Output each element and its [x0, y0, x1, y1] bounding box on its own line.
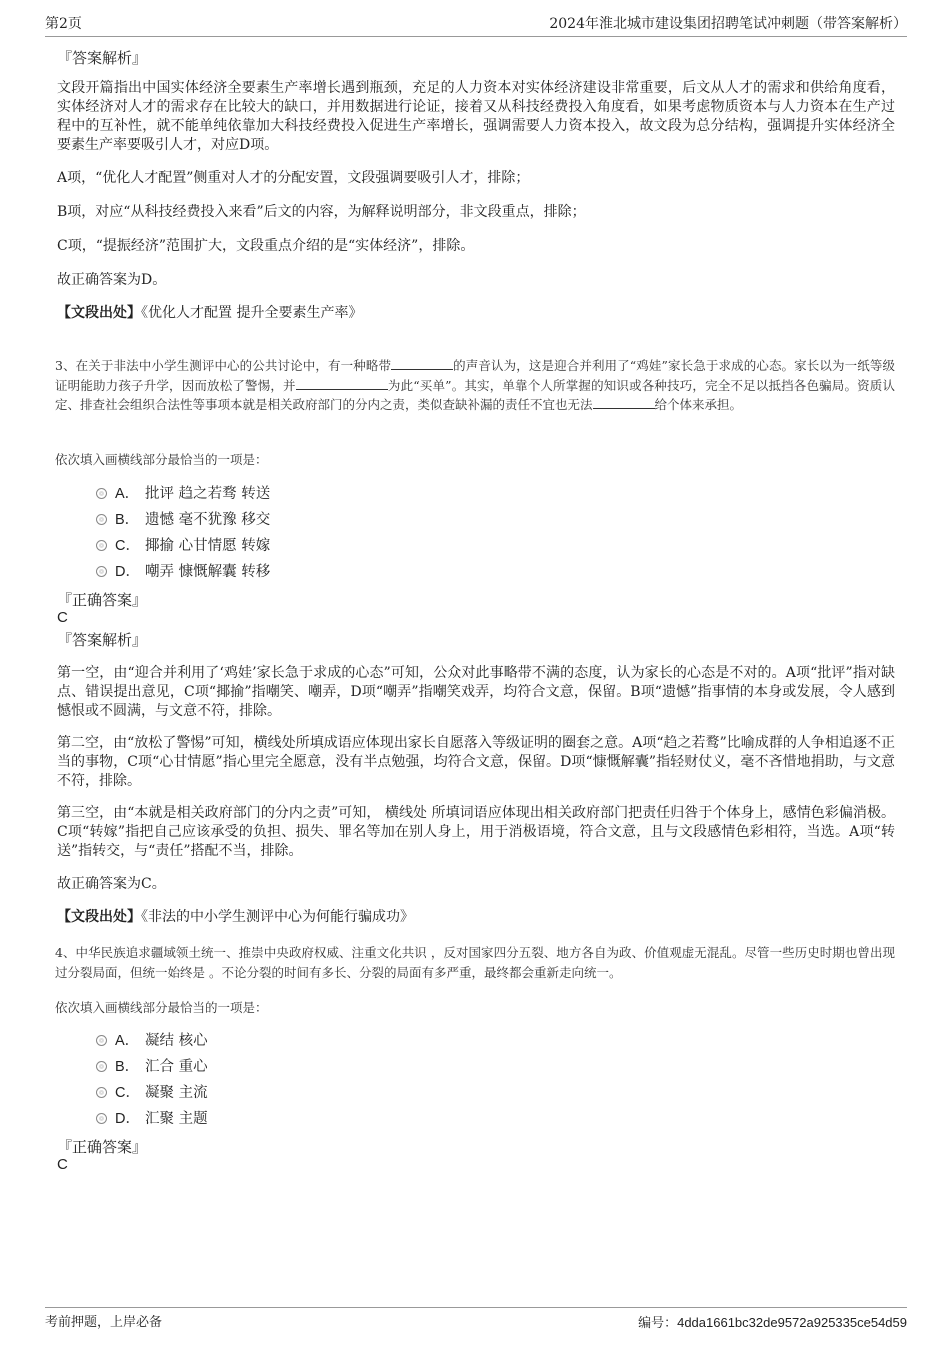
radio-icon[interactable]	[96, 1087, 107, 1098]
option-text: 凝结 核心	[145, 1033, 208, 1049]
q3-option-c[interactable]	[96, 536, 270, 556]
q2-source-title: 《优化人才配置 提升全要素生产率》	[141, 305, 363, 321]
q3-analysis-p2: 第二空，由“放松了警惕”可知，横线处所填成语应体现出家长自愿落入等级证明的圈套之意。A项“趋之若鹜”比喻成群的人争相追逐不正当的事物，C项“心甘情愿”指心里完全愿意，没有半点勉强，均符合文意，保留。D项“慷慨解囊”指轻财仗义，毫不吝惜地捐助，与文意不符，排除。	[57, 735, 895, 789]
radio-icon[interactable]	[96, 1035, 107, 1046]
footer-code-value: 4dda1661bc32de9572a925335ce54d59	[677, 1315, 907, 1330]
q4-option-c[interactable]	[96, 1083, 208, 1103]
radio-icon[interactable]	[96, 514, 107, 525]
q3-blank-2	[296, 377, 388, 390]
q3-option-d[interactable]	[96, 562, 270, 582]
q2-analysis-p4: C项，“提振经济”范围扩大，文段重点介绍的是“实体经济”，排除。	[57, 238, 475, 254]
radio-icon[interactable]	[96, 566, 107, 577]
radio-icon[interactable]	[96, 1113, 107, 1124]
q4-option-b[interactable]	[96, 1057, 208, 1077]
q3-stem-part-d: 给个体来承担。	[654, 397, 743, 412]
q3-option-a[interactable]	[96, 484, 270, 504]
q4-correct-label: 『正确答案』	[57, 1138, 148, 1156]
q4-correct-answer: C	[57, 1156, 68, 1173]
footer-code-label: 编号：	[638, 1316, 678, 1331]
page-footer	[45, 1307, 907, 1331]
q3-analysis-p3: 第三空，由“本就是相关政府部门的分内之责”可知， 横线处 所填词语应体现出相关政府部门把责任归咎于个体身上，感情色彩偏消极。C项“转嫁”指把自己应该承受的负担、损失、罪名等加在别人身上，用于消极语境，符合文意，且与文段感情色彩相符，当选。A项“转送”指转交，与“责任”搭配不当，排除。	[57, 805, 895, 859]
option-text: 遗憾 毫不犹豫 移交	[145, 512, 271, 528]
option-text: 汇合 重心	[145, 1059, 208, 1075]
option-text: 凝聚 主流	[145, 1085, 208, 1101]
option-letter: A．	[115, 486, 140, 502]
q3-source	[57, 908, 895, 927]
option-letter: B．	[115, 1059, 140, 1075]
q4-prompt: 依次填入画横线部分最恰当的一项是：	[55, 1000, 268, 1015]
option-text: 揶揄 心甘情愿 转嫁	[145, 538, 271, 554]
q3-stem-part-a: 3、在关于非法中小学生测评中心的公共讨论中，有一种略带	[55, 358, 392, 373]
q2-analysis-p2: A项，“优化人才配置”侧重对人才的分配安置，文段强调要吸引人才，排除；	[57, 170, 530, 186]
q2-source-label: 【文段出处】	[57, 305, 141, 321]
q3-analysis-conclusion: 故正确答案为C。	[57, 876, 166, 892]
document-title: 2024年淮北城市建设集团招聘笔试冲刺题（带答案解析）	[549, 16, 907, 32]
q3-stem-part-c: 为此“买单”。其实，单靠个人所掌握的知识或各种技巧，完全不足以抵挡各色骗局。资质认定、排查社会组织合法性等事项本就是相关政府部门的分内之责，类似查缺补漏的责任不宜也无法	[55, 377, 895, 412]
q3-blank-3	[593, 396, 655, 409]
q4-option-a[interactable]	[96, 1031, 208, 1051]
q3-prompt: 依次填入画横线部分最恰当的一项是：	[55, 452, 268, 467]
q2-analysis-conclusion: 故正确答案为D。	[57, 272, 167, 288]
radio-icon[interactable]	[96, 488, 107, 499]
option-letter: C．	[115, 538, 140, 554]
q3-option-b[interactable]	[96, 510, 270, 530]
q2-analysis-label: 『答案解析』	[57, 49, 148, 67]
footer-code	[638, 1312, 907, 1335]
page-number: 第2页	[45, 16, 82, 32]
q3-correct-label: 『正确答案』	[57, 591, 148, 609]
q4-option-d[interactable]	[96, 1109, 208, 1129]
radio-icon[interactable]	[96, 1061, 107, 1072]
q3-blank-1	[391, 357, 453, 370]
q3-stem-part-b: 的声音认为，这是迎合并利用了“鸡娃”家长急于求成的心态。家长以为一纸等级证明能助力孩子升学，因而放松了警惕，并	[55, 358, 895, 393]
q2-source	[57, 304, 895, 323]
q4-stem: 4、中华民族追求疆域领土统一、推崇中央政府权威、注重文化共识 ，反对国家四分五裂、地方各自为政、价值观虚无混乱。尽管一些历史时期也曾出现过分裂局面，但统一始终是 。不论分裂的时间有多长、分裂的局面有多严重，最终都会重新走向统一。	[55, 945, 895, 980]
footer-slogan: 考前押题，上岸必备	[45, 1315, 163, 1330]
option-letter: B．	[115, 512, 140, 528]
q2-analysis-p3: B项，对应“从科技经费投入来看”后文的内容，为解释说明部分，非文段重点，排除；	[57, 204, 586, 220]
option-letter: D．	[115, 564, 140, 580]
q3-stem	[55, 356, 895, 415]
q3-source-label: 【文段出处】	[57, 909, 141, 925]
q3-correct-answer: C	[57, 609, 68, 626]
q3-analysis-p1: 第一空，由“迎合并利用了‘鸡娃’家长急于求成的心态”可知，公众对此事略带不满的态度，认为家长的心态是不对的。A项“批评”指对缺点、错误提出意见，C项“揶揄”指嘲笑、嘲弄，D项“嘲弄”指嘲笑戏弄，均符合文意，保留。B项“遗憾”指事情的本身或发展，令人感到憾恨或不圆满，与文意不符，排除。	[57, 665, 895, 719]
option-letter: D．	[115, 1111, 140, 1127]
option-letter: A．	[115, 1033, 140, 1049]
page-header	[45, 14, 907, 37]
q2-analysis-p1: 文段开篇指出中国实体经济全要素生产率增长遇到瓶颈，充足的人力资本对实体经济建设非常重要，后文从人才的需求和供给角度看，实体经济对人才的需求存在比较大的缺口，并用数据进行论证，接着又从科技经费投入角度看，如果考虑物质资本与人力资本在生产过程中的互补性，就不能单纯依靠加大科技经费投入促进生产率增长，强调需要人力资本投入，故文段为总分结构，强调提升实体经济全要素生产率要吸引人才，对应D项。	[57, 80, 895, 153]
option-letter: C．	[115, 1085, 140, 1101]
q3-source-title: 《非法的中小学生测评中心为何能行骗成功》	[141, 909, 414, 925]
radio-icon[interactable]	[96, 540, 107, 551]
option-text: 汇聚 主题	[145, 1111, 208, 1127]
q3-analysis-label: 『答案解析』	[57, 631, 148, 649]
option-text: 批评 趋之若骛 转送	[145, 486, 271, 502]
option-text: 嘲弄 慷慨解囊 转移	[145, 564, 271, 580]
